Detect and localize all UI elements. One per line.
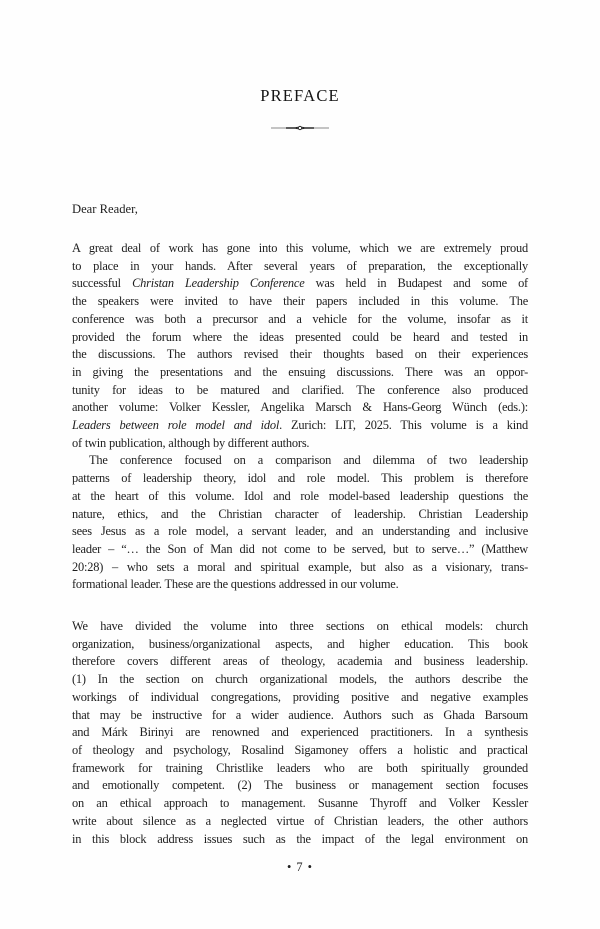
text-line: conference was both a precursor and a vehicle for the volume, insofar as it	[72, 311, 528, 326]
text-line: in this block address issues such as the impact of the legal environment on	[72, 831, 528, 846]
text-line: and emotionally competent. (2) The business or management section focuses	[72, 778, 528, 793]
paragraph	[72, 240, 528, 452]
text-line: patterns of leadership theory, idol and role model. This problem is therefore	[72, 471, 528, 486]
text-line: workings of individual congregations, providing positive and negative examples	[72, 689, 528, 704]
text-line: that may be instructive for a wider audience. Authors such as Ghada Barsoum	[72, 707, 528, 722]
text-line: at the heart of this volume. Idol and role model-based leadership questions the	[72, 488, 528, 503]
text-line: tunity for ideas to be matured and clarified. The conference also produced	[72, 382, 528, 397]
text-line: organization, business/organizational aspects, and higher education. This book	[72, 636, 528, 651]
text-line: another volume: Volker Kessler, Angelika Marsch & Hans-Georg Wünch (eds.):	[72, 400, 528, 415]
page-title: PREFACE	[260, 86, 340, 105]
text-line: formational leader. These are the questions addressed in our volume.	[72, 577, 399, 592]
salutation: Dear Reader,	[72, 202, 138, 216]
text-line: leader – “… the Son of Man did not come to be served, but to serve…” (Matthew	[72, 541, 528, 556]
text-line: write about silence as a neglected virtue of Christian leaders, the other authors	[72, 813, 528, 828]
text-line: Leaders between role model and idol. Zurich: LIT, 2025. This volume is a kind	[72, 418, 528, 433]
text-line: We have divided the volume into three sections on ethical models: church	[72, 619, 528, 634]
text-line: of theology and psychology, Rosalind Sigamoney offers a holistic and practical	[72, 742, 528, 757]
text-line: A great deal of work has gone into this volume, which we are extremely proud	[72, 241, 528, 255]
body-text	[72, 240, 528, 848]
text-line: successful Christan Leadership Conference was held in Budapest and some of	[72, 276, 528, 291]
text-line: of twin publication, although by different authors.	[72, 435, 310, 450]
text-line: and Márk Birinyi are renowned and experienced practitioners. In a synthesis	[72, 725, 528, 740]
paragraph	[72, 452, 528, 594]
text-line: to place in your hands. After several years of preparation, the exceptionally	[72, 258, 528, 273]
text-line: 20:28) – who sets a moral and spiritual example, but also as a visionary, trans-	[72, 559, 528, 574]
text-line: nature, ethics, and the Christian character of leadership. Christian Leadership	[72, 506, 528, 521]
paragraph	[72, 618, 528, 848]
diamond-dot-rule-icon	[271, 119, 329, 136]
text-line: therefore covers different areas of theology, academia and business leadership.	[72, 654, 528, 669]
text-line: framework for training Christlike leaders who are both spiritually grounded	[72, 760, 528, 775]
text-line: on an ethical approach to management. Susanne Thyroff and Volker Kessler	[72, 796, 528, 811]
section-divider	[0, 119, 600, 127]
text-line: the discussions. The authors revised their thoughts based on their experiences	[72, 347, 528, 362]
text-line: the speakers were invited to have their papers included in this volume. The	[72, 294, 528, 309]
text-line: (1) In the section on church organizational models, the authors describe the	[72, 672, 528, 687]
text-line: sees Jesus as a role model, a servant leader, and an understanding and inclusive	[72, 524, 528, 539]
text-line: The conference focused on a comparison and dilemma of two leadership	[89, 453, 528, 468]
page-number: • 7 •	[286, 860, 314, 874]
text-line: in giving the presentations and the ensuing discussions. There was an oppor-	[72, 364, 528, 379]
text-line: provided the forum where the ideas presented could be heard and tested in	[72, 329, 528, 344]
